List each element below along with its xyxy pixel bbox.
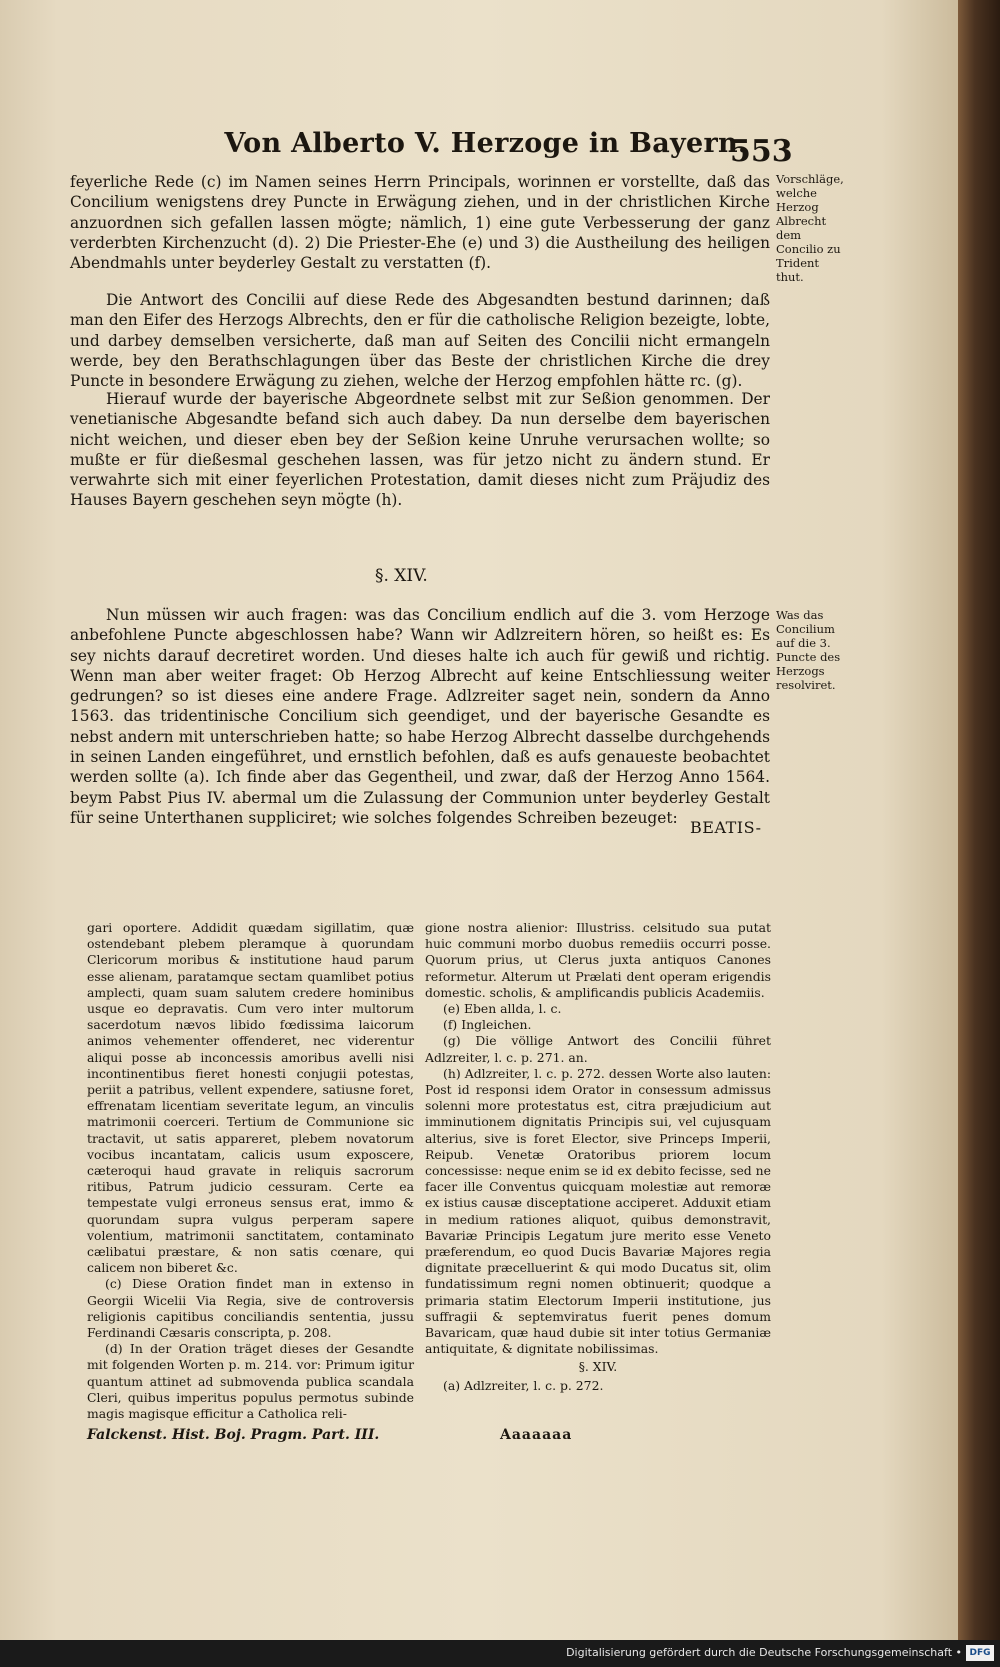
paragraph-2-text: Die Antwort des Concilii auf diese Rede des Abgesandten bestund darinnen; daß man den Eifer des Herzogs Albrechts, den er für die catholische Religion bezeigte, lobte, und darbey demselben versicherte, daß man auf Seiten des Concilii nicht ermangeln werde, bey den Berathschlagungen über das Beste der christlichen Kirche die drey Puncte in besondere Erwägung zu ziehen, welche der Herzog empfohlen hätte rc. (g). <box>70 291 770 391</box>
running-title: Von Alberto V. Herzoge in Bayern. <box>224 128 748 159</box>
footnotes-left-column <box>87 920 414 1422</box>
paragraph-3 <box>70 389 770 511</box>
footnote-g: (g) Die völlige Antwort des Concilii führet Adlzreiter, l. c. p. 271. an. <box>425 1033 771 1065</box>
footer-credit: Digitalisierung gefördert durch die Deutsche Forschungsgemeinschaft • <box>566 1646 962 1659</box>
footnotes-right-column <box>425 920 771 1394</box>
footnote-d-continuation: gione nostra alienior: Illustriss. celsitudo sua putat huic communi morbo duobus remediis occurri posse. Quorum prius, ut Clerus juxta antiquos Canones reformetur. Alterum ut Prælati dent operam erigendis domestic. scholis, & amplificandis publicis Academiis. <box>425 920 771 1000</box>
signature-mark: Aaaaaaa <box>500 1427 573 1443</box>
paragraph-3-text: Hierauf wurde der bayerische Abgeordnete selbst mit zur Seßion genommen. Der venetianische Abgesandte befand sich auch dabey. Da nun derselbe dem bayerischen nicht weichen, und dieser eben bey der Seßion keine Unruhe verursachen wollte; so mußte er für dießesmal geschehen lassen, was für jetzo nicht zu ändern stund. Er verwahrte sich mit einer feyerlichen Protestation, damit dieses nicht zum Präjudiz des Hauses Bayern geschehen seyn mögte (h). <box>70 390 770 510</box>
paragraph-4-text: Nun müssen wir auch fragen: was das Concilium endlich auf die 3. vom Herzoge anbefohlene Puncte abgeschlossen habe? Wann wir Adlzreitern hören, so heißt es: Es sey nichts darauf decretiret worden. Und dieses halte ich auch für gewiß und richtig. Wenn man aber weiter fraget: Ob Herzog Albrecht auf keine Entschliessung weiter gedrungen? so ist dieses eine andere Frage. Adlzreiter saget nein, sondern da Anno 1563. das tridentinische Concilium sich geendiget, und der bayerische Gesandte es nebst andern mit unterschrieben hatte; so habe Herzog Albrecht dasselbe durchgehends in seinen Landen eingeführet, und ernstlich befohlen, daß es aufs genaueste beobachtet werden sollte (a). Ich finde aber das Gegentheil, und zwar, daß der Herzog Anno 1564. beym Pabst Pius IV. abermal um die Zulassung der Communion unter beyderley Gestalt für seine Unterthanen suppliciret; wie solches folgendes Schreiben bezeuget: <box>70 606 770 827</box>
footnote-d: (d) In der Oration träget dieses der Gesandte mit folgenden Worten p. m. 214. vor: Primum igitur quantum attinet ad submovenda publica scandala Cleri, quibus imperitus populus permotus subinde magis magisque efficitur a Catholica reli- <box>87 1341 414 1422</box>
footnote-section-heading: §. XIV. <box>578 1359 618 1375</box>
margin-note-1: Vorschläge, welche Herzog Albrecht dem Concilio zu Trident thut. <box>776 172 844 284</box>
section-heading: §. XIV. <box>375 566 428 586</box>
signature-line: Falckenst. Hist. Boj. Pragm. Part. III. <box>87 1427 380 1443</box>
dfg-logo: DFG <box>966 1645 994 1661</box>
footnote-continuation: gari oportere. Addidit quædam sigillatim, quæ ostendebant plebem pleramque à quorundam Clericorum moribus & institutione haud parum esse alienam, paratamque sectam quamlibet potius amplecti, quam suam salutem credere hominibus usque eo depravatis. Cum vero inter multorum sacerdotum nævos libido fœdissima laicorum animos vehementer offenderet, nec viderentur aliqui posse ab inconcessis amoribus avelli nisi incontinentibus fieret honesti conjugii potestas, periit a patribus, vellent expendere, satiusne foret, effrenatam licentiam severitate legum, an vinculis matrimonii coerceri. Tertium de Communione sic tractavit, ut satis appareret, plebem novatorum vocibus incantatam, calicis usum exposcere, cæteroqui haud gravate in reliquis sacrorum ritibus, Patrum judicio cessuram. Certe ea tempestate vulgi erroneus sensus erat, immo & quorundam supra vulgus perperam sapere volentium, matrimonii sanctitatem, contaminato cælibatui præstare, & non satis cœnare, qui calicem non biberet &c. <box>87 920 414 1276</box>
footnote-f: (f) Ingleichen. <box>443 1017 532 1033</box>
catchword-beatis: BEATIS- <box>690 818 762 837</box>
paragraph-1-text: feyerliche Rede (c) im Namen seines Herrn Principals, worinnen er vorstellte, daß das Concilium wenigstens drey Puncte in Erwägung ziehen, und in der christlichen Kirche anzuordnen sich gefallen lassen mögte; nämlich, 1) eine gute Verbesserung der ganz verderbten Kirchenzucht (d). 2) Die Priester-Ehe (e) und 3) die Austheilung des heiligen Abendmahls unter beyderley Gestalt zu verstatten (f). <box>70 173 770 273</box>
footnote-a: (a) Adlzreiter, l. c. p. 272. <box>443 1377 604 1393</box>
footer-bar <box>0 1640 1000 1667</box>
footnote-h: (h) Adlzreiter, l. c. p. 272. dessen Worte also lauten: Post id responsi idem Orator in consessum admissus solenni more protestatus est, citra præjudicium aut imminutionem dignitatis Principis sui, vel cujusquam alterius, sive is foret Elector, sive Princeps Imperii, Reipub. Venetæ Oratoribus priorem locum concessisse: neque enim se id ex debito fecisse, sed ne facer ille Conventus quicquam molestiæ aut remoræ ex istius causæ disceptatione acciperet. Adduxit etiam in medium rationes aliquot, quibus demonstravit, Bavariæ Principis Legatum jure merito esse Veneto præferendum, eo quod Ducis Bavariæ Majores regia dignitate præcelluerint & qui modo Ducatus sit, olim fundatissimum regni nomen obtinuerit; quodque a primaria statim Electorum Imperii institutione, jus suffragii & septemviratus fuerit penes domum Bavaricam, quæ haud dubie sit inter totius Germaniæ antiquitate, & dignitate nobilissimas. <box>425 1065 771 1357</box>
page-number: 553 <box>730 134 793 169</box>
paragraph-2 <box>70 290 770 391</box>
paragraph-4 <box>70 605 770 828</box>
footnote-e: (e) Eben allda, l. c. <box>443 1001 562 1017</box>
footnote-c: (c) Diese Oration findet man in extenso in Georgii Wicelii Via Regia, sive de controversis religionis capitibus conciliandis sententia, jussu Ferdinandi Cæsaris conscripta, p. 208. <box>87 1276 414 1341</box>
paragraph-1 <box>70 172 770 273</box>
book-edge <box>958 0 1000 1640</box>
margin-note-2: Was das Concilium auf die 3. Puncte des Herzogs resolviret. <box>776 608 841 692</box>
